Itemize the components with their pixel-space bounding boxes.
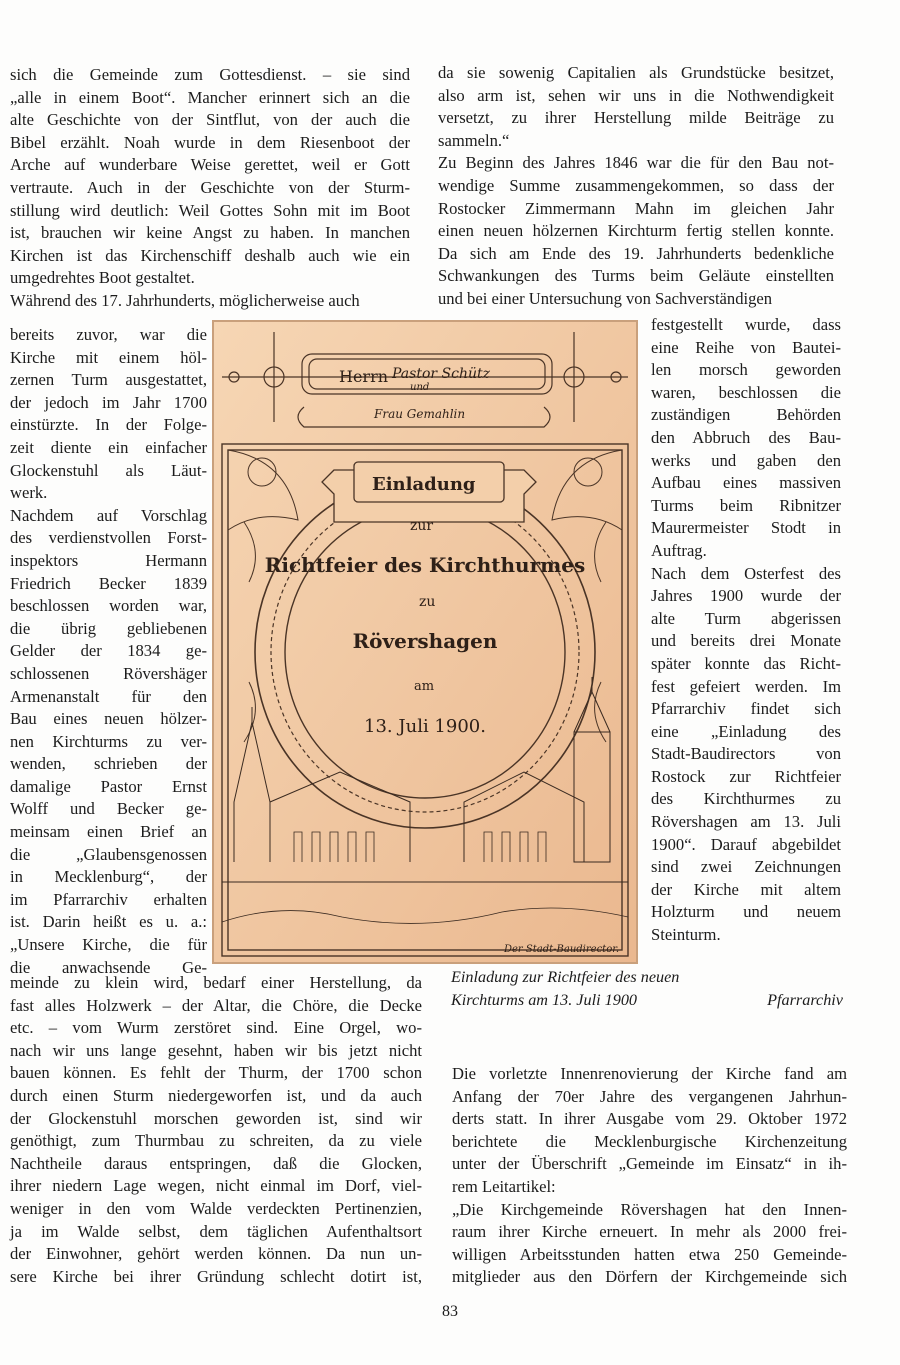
text-line: eine Reihe von Bautei- <box>651 337 841 357</box>
card-gemahlin: Frau Gemahlin <box>374 407 466 421</box>
text-line: im Pfarrarchiv erhalten <box>10 889 207 909</box>
text-line: Holzturm und neuem <box>651 902 841 922</box>
text-line: „Unsere Kirche, die für <box>10 935 207 955</box>
text-line: ist. Darin heißt es u. a.: <box>10 912 207 932</box>
card-signature: Der Stadt-Baudirector. <box>504 944 620 955</box>
text-line: in Mecklenburg“, der <box>10 867 207 887</box>
left-column-top-text <box>10 64 410 313</box>
figure-caption <box>451 966 843 1012</box>
text-line: sammeln.“ <box>438 130 510 150</box>
text-line: wenden, schrieben der <box>10 754 207 774</box>
caption-line-1: Einladung zur Richtfeier des neuen <box>451 968 680 986</box>
text-line: Nachtheile daraus entspringen, daß die Glocken, <box>10 1153 422 1173</box>
text-line: Nach dem Osterfest des <box>651 563 841 583</box>
text-line: später konnte das Richt- <box>651 653 841 673</box>
text-line: Steinturm. <box>651 925 721 945</box>
text-line: Wolff und Becker ge- <box>10 799 207 819</box>
text-line: sind zwei Zeichnungen <box>651 857 841 877</box>
card-und: und <box>410 382 430 393</box>
text-line: Pfarrarchiv findet sich <box>651 699 841 719</box>
card-am: am <box>414 679 435 694</box>
text-line: der jedoch im Jahr 1700 <box>10 392 207 412</box>
text-line: wendige Summe zusammengekommen, so dass der <box>438 175 834 195</box>
text-line: bereits zuvor, war die <box>10 325 207 344</box>
left-column-bottom-text <box>10 972 422 1288</box>
text-line: der Glockenstuhl morschen geworden ist, sind wir <box>10 1108 422 1128</box>
text-line: weniger in den vom Walde verdeckten Pertinenzien, <box>10 1198 422 1218</box>
text-line: sich die Gemeinde zum Gottesdienst. – sie sind <box>10 65 410 84</box>
page-number: 83 <box>442 1303 458 1320</box>
text-line: ist, brauchen wir keine Angst zu haben. In manchen <box>10 223 410 243</box>
text-line: Glockenstuhl als Läut- <box>10 460 207 480</box>
text-line: „alle in einem Boot“. Mancher erinnert sich an die <box>10 87 410 107</box>
text-line: Kirchen ist das Kirchenschiff deshalb auch wie ein <box>10 245 410 265</box>
text-line: Bibel erzählt. Noah wurde in dem Riesenboot der <box>10 132 410 152</box>
card-zur: zur <box>410 518 434 534</box>
text-line: des Kirchthurmes zu <box>651 789 841 809</box>
text-line: einen neuen hölzernen Kirchturm fertig stellen konnte. <box>438 221 834 241</box>
text-line: damalige Pastor Ernst <box>10 776 207 796</box>
text-line: Zu Beginn des Jahres 1846 war die für den Bau not- <box>438 153 834 173</box>
text-line: ihrer niedern Lage wegen, nicht einmal im Dorf, viel- <box>10 1176 422 1196</box>
text-line: Gelder der 1834 ge- <box>10 641 207 661</box>
text-line: der Einwohner, gehört werden können. Da nun un- <box>10 1244 422 1264</box>
text-line: Stadt-Baudirectors von <box>651 744 841 764</box>
text-line: und bereits drei Monate <box>651 631 841 651</box>
text-line: die übrig gebliebenen <box>10 618 207 638</box>
text-line: der Kirche mit altem <box>651 879 841 899</box>
text-line: etc. – vom Wurm zerstöret sind. Eine Orgel, wo- <box>10 1018 422 1038</box>
text-line: stillung wird deutlich: Weil Gottes Sohn mit im Boot <box>10 200 410 220</box>
text-line: Schwankungen des Turms beim Geläute einstellten <box>438 266 834 286</box>
text-line: also arm ist, sehen wir uns in die Nothwendigkeit <box>438 85 834 105</box>
text-line: nach wir uns lange gesehnt, haben wir bis jetzt nicht <box>10 1040 422 1060</box>
text-line: durch einen Sturm niedergeworfen ist, und da auch <box>10 1085 422 1105</box>
text-line: die anwachsende Ge- <box>10 957 207 977</box>
right-column-bottom-text <box>452 1063 847 1289</box>
text-line: und bei einer Untersuchung von Sachverständigen <box>438 288 773 308</box>
invitation-card-drawing <box>214 322 636 962</box>
text-line: Jahres 1900 wurde der <box>651 586 841 606</box>
text-line: Anfang der 70er Jahre des vergangenen Jahrhun- <box>452 1086 847 1106</box>
text-line: werks und gaben den <box>651 450 841 470</box>
text-line: meinsam einen Brief an <box>10 822 207 842</box>
text-line: Armenanstalt für den <box>10 686 207 706</box>
text-line: waren, beschlossen die <box>651 382 841 402</box>
text-line: bauen können. Es fehlt der Thurm, der 1700 schon <box>10 1063 422 1083</box>
text-line: meinde zu klein wird, bedarf einer Herstellung, da <box>10 973 422 992</box>
text-line: Friedrich Becker 1839 <box>10 573 207 593</box>
text-line: fast alles Holzwerk – der Altar, die Chöre, die Decke <box>10 995 422 1015</box>
right-column-narrow-text <box>651 314 841 947</box>
invitation-card-image <box>214 322 636 962</box>
text-line: Auftrag. <box>651 540 707 560</box>
text-line: alte Turm abgerissen <box>651 608 841 628</box>
text-line: eine „Einladung des <box>651 721 841 741</box>
text-line: „Die Kirchgemeinde Rövershagen hat den Innen- <box>452 1199 847 1219</box>
text-line: Turms beim Ribnitzer <box>651 495 841 515</box>
text-line: ja im Walde selbst, dem täglichen Aufenthaltsort <box>10 1221 422 1241</box>
card-date: 13. Juli 1900. <box>364 716 486 737</box>
text-line: Nachdem auf Vorschlag <box>10 505 207 525</box>
text-line: willigen Arbeitsstunden hatten etwa 250 Gemeinde- <box>452 1244 847 1264</box>
text-line: vertraute. Auch in der Geschichte von der Sturm- <box>10 177 410 197</box>
right-column-top-text <box>438 62 834 311</box>
text-line: fest gefeiert werden. Im <box>651 676 841 696</box>
text-line: Arche auf wunderbare Weise gerettet, weil er Gott <box>10 155 410 175</box>
card-name: Pastor Schütz <box>392 366 490 382</box>
text-line: alte Geschichte von der Sintflut, von der auch die <box>10 110 410 130</box>
text-line: Kirche mit einem höl- <box>10 347 207 367</box>
text-line: werk. <box>10 483 48 503</box>
text-line: inspektors Hermann <box>10 550 207 570</box>
text-line: zernen Turm ausgestattet, <box>10 370 207 390</box>
text-line: len morsch geworden <box>651 360 841 380</box>
text-line: Rostock zur Richtfeier <box>651 766 841 786</box>
caption-source: Pfarrarchiv <box>767 991 843 1009</box>
text-line: festgestellt wurde, dass <box>651 315 841 334</box>
text-line: schlossenen Rövershäger <box>10 663 207 683</box>
text-line: zuständigen Behörden <box>651 405 841 425</box>
text-line: Da sich am Ende des 19. Jahrhunderts bedenkliche <box>438 243 834 263</box>
text-line: nen Kirchturms zu ver- <box>10 731 207 751</box>
text-line: rem Leitartikel: <box>452 1176 556 1196</box>
text-line: unter der Überschrift „Gemeinde im Einsatz“ in ih- <box>452 1154 847 1174</box>
text-line: zeit diente ein einfacher <box>10 437 207 457</box>
text-line: sere Kirche bei ihrer Gründung schlecht dotirt ist, <box>10 1266 422 1286</box>
text-line: Bau eines neuen hölzer- <box>10 709 207 729</box>
text-line: den Abbruch des Bau- <box>651 427 841 447</box>
text-line: Rostocker Zimmermann Mahn im gleichen Jahr <box>438 198 834 218</box>
card-richtfeier: Richtfeier des Kirchthurmes <box>264 553 586 577</box>
card-zu: zu <box>419 594 436 610</box>
text-line: Die vorletzte Innenrenovierung der Kirche fand am <box>452 1064 847 1083</box>
card-place: Rövershagen <box>352 629 498 653</box>
text-line: raum ihrer Kirche erneuert. In mehr als 2000 frei- <box>452 1222 847 1242</box>
text-line: einstürzte. In der Folge- <box>10 415 207 435</box>
left-column-narrow-text <box>10 324 207 979</box>
text-line: berichtete die Mecklenburgische Kirchenzeitung <box>452 1131 847 1151</box>
text-line: Während des 17. Jahrhunderts, möglicherweise auch <box>10 290 360 310</box>
text-line: des verdienstvollen Forst- <box>10 528 207 548</box>
text-line: umgedrehtes Boot gestaltet. <box>10 268 195 288</box>
text-line: beschlossen worden war, <box>10 596 207 616</box>
text-line: Aufbau eines massiven <box>651 473 841 493</box>
card-herrn: Herrn <box>339 367 389 386</box>
text-line: derts statt. In ihrer Ausgabe vom 29. Oktober 1972 <box>452 1109 847 1129</box>
text-line: Rövershagen am 13. Juli <box>651 812 841 832</box>
text-line: genöthigt, zum Thurmbau zu schreiten, da zu viele <box>10 1131 422 1151</box>
text-line: 1900“. Darauf abgebildet <box>651 834 841 854</box>
text-line: versetzt, zu ihrer Herstellung milde Beiträge zu <box>438 108 834 128</box>
text-line: mitglieder aus den Dörfern der Kirchgemeinde sich <box>452 1267 847 1287</box>
card-einladung: Einladung <box>372 474 476 495</box>
text-line: da sie sowenig Capitalien als Grundstücke besitzet, <box>438 63 834 82</box>
caption-line-2: Kirchturms am 13. Juli 1900 <box>451 991 638 1009</box>
text-line: die „Glaubensgenossen <box>10 844 207 864</box>
text-line: Maurermeister Stodt in <box>651 518 841 538</box>
